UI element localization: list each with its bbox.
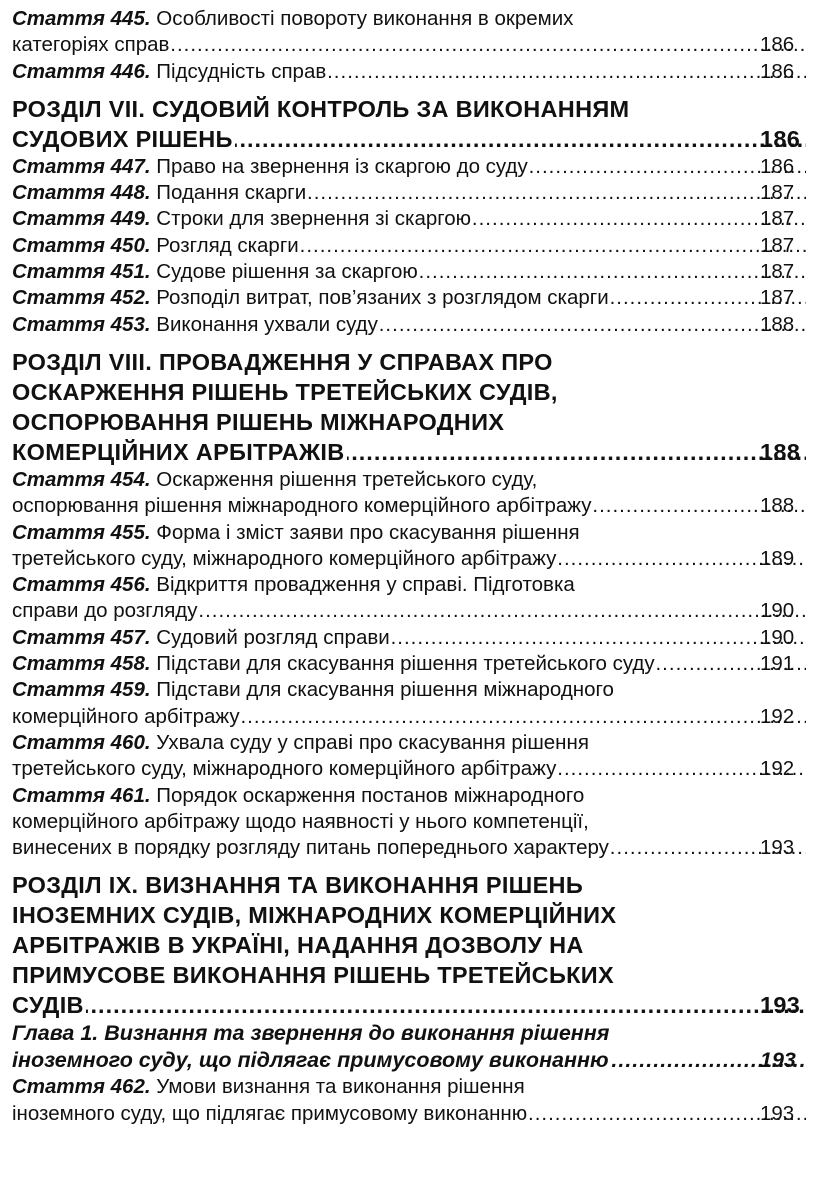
entry-title-line: комерційного арбітражу щодо наявності у нього компетенції,: [12, 809, 589, 833]
entry-title-line: Умови визнання та виконання рішення: [156, 1075, 525, 1099]
toc-article-entry: Стаття 458. Підстави для скасування рішення третейського суду ..... 191: [12, 651, 808, 677]
entry-title-line: третейського суду, міжнародного комерційного арбітражу: [12, 546, 557, 570]
toc-article-entry: Стаття 446. Підсудність справ ..... 186: [12, 59, 808, 85]
entry-title-line: комерційного арбітражу: [12, 704, 240, 728]
entry-title-line: Порядок оскарження постанов міжнародного: [156, 783, 585, 807]
dot-leader: [347, 437, 806, 467]
article-number: Стаття 460.: [12, 730, 151, 754]
toc-article-entry: Стаття 456. Відкриття провадження у справі. Підготовка справи до розгляду ..... 190: [12, 572, 808, 625]
entry-title-line: Форма і зміст заяви про скасування рішення: [156, 520, 580, 544]
entry-title-line: КОМЕРЦІЙНИХ АРБІТРАЖІВ: [12, 438, 345, 465]
article-number: Стаття 453.: [12, 312, 151, 336]
article-number: Стаття 454.: [12, 467, 151, 491]
dot-leader: [235, 124, 806, 154]
article-number: Стаття 451.: [12, 260, 151, 284]
table-of-contents: [12, 6, 808, 1127]
dot-leader: [473, 206, 806, 232]
entry-title-line: ПРИМУСОВЕ ВИКОНАННЯ РІШЕНЬ ТРЕТЕЙСЬКИХ: [12, 962, 614, 989]
entry-title-line: Судовий розгляд справи: [156, 625, 390, 649]
article-number: Стаття 455.: [12, 520, 151, 544]
entry-title-line: РОЗДІЛ IX. ВИЗНАННЯ ТА ВИКОНАННЯ РІШЕНЬ: [12, 872, 584, 899]
article-number: Стаття 450.: [12, 233, 151, 257]
entry-title-line: РОЗДІЛ VIII. ПРОВАДЖЕННЯ У СПРАВАХ ПРО: [12, 348, 553, 375]
dot-leader: [200, 598, 806, 624]
entry-title-line: справи до розгляду: [12, 599, 198, 623]
entry-title-line: Підстави для скасування рішення третейського суду: [156, 652, 655, 676]
dot-leader: [328, 59, 806, 85]
toc-article-entry: Стаття 462. Умови визнання та виконання рішення іноземного суду, що підлягає примусовому виконанню ..... 193: [12, 1074, 808, 1127]
entry-title-line: Розгляд скарги: [156, 233, 299, 257]
entry-title-line: ОСКАРЖЕННЯ РІШЕНЬ ТРЕТЕЙСЬКИХ СУДІВ,: [12, 378, 558, 405]
toc-article-entry: Стаття 452. Розподіл витрат, пов’язаних з розглядом скарги ..... 187: [12, 285, 808, 311]
article-number: Стаття 462.: [12, 1075, 151, 1099]
entry-title-line: Підсудність справ: [156, 59, 327, 83]
toc-chapter-heading: Глава 1. Визнання та звернення до виконання рішення іноземного суду, що підлягає примусовому виконанню ..... 193: [12, 1020, 808, 1074]
entry-title-line: винесених в порядку розгляду питань попереднього характеру: [12, 836, 609, 860]
article-number: Стаття 448.: [12, 181, 151, 205]
article-number: Стаття 449.: [12, 207, 151, 231]
toc-article-entry: Стаття 457. Судовий розгляд справи ..... 190: [12, 625, 808, 651]
toc-article-entry: Стаття 459. Підстави для скасування рішення міжнародного комерційного арбітражу ..... 192: [12, 677, 808, 730]
toc-section-heading: РОЗДІЛ VIII. ПРОВАДЖЕННЯ У СПРАВАХ ПРО ОСКАРЖЕННЯ РІШЕНЬ ТРЕТЕЙСЬКИХ СУДІВ, ОСПОРЮВАННЯ РІШЕНЬ МІЖНАРОДНИХ КОМЕРЦІЙНИХ АРБІТРАЖІВ ..... 188: [12, 347, 808, 467]
toc-article-entry: Стаття 460. Ухвала суду у справі про скасування рішення третейського суду, міжнародного комерційного арбітражу ..... 192: [12, 730, 808, 783]
entry-title-line: Подання скарги: [156, 181, 307, 205]
toc-article-entry: Стаття 451. Судове рішення за скаргою ..... 187: [12, 259, 808, 285]
dot-leader: [86, 990, 806, 1020]
dot-leader: [420, 259, 806, 285]
entry-title-line: Підстави для скасування рішення міжнародного: [156, 678, 614, 702]
entry-title-line: Ухвала суду у справі про скасування рішення: [156, 730, 589, 754]
dot-leader: [301, 233, 806, 259]
entry-title-line: Виконання ухвали суду: [156, 312, 378, 336]
entry-title-line: Оскарження рішення третейського суду,: [156, 467, 538, 491]
entry-title-line: ОСПОРЮВАННЯ РІШЕНЬ МІЖНАРОДНИХ: [12, 408, 505, 435]
dot-leader: [242, 704, 806, 730]
entry-title-line: АРБІТРАЖІВ В УКРАЇНІ, НАДАННЯ ДОЗВОЛУ НА: [12, 932, 584, 959]
entry-title-line: категоріях справ: [12, 33, 170, 57]
entry-title-line: Судове рішення за скаргою: [156, 260, 418, 284]
entry-title-line: Глава 1. Визнання та звернення до виконання рішення: [12, 1021, 610, 1046]
entry-title-line: Право на звернення із скаргою до суду: [156, 154, 528, 178]
article-number: Стаття 445.: [12, 7, 151, 30]
toc-article-entry: Стаття 450. Розгляд скарги ..... 187: [12, 233, 808, 259]
entry-title-line: третейського суду, міжнародного комерційного арбітражу: [12, 757, 557, 781]
article-number: Стаття 446.: [12, 59, 151, 83]
entry-title-line: Строки для звернення зі скаргою: [156, 207, 472, 231]
entry-title-line: Розподіл витрат, пов’язаних з розглядом скарги: [156, 286, 609, 310]
toc-article-entry: Стаття 455. Форма і зміст заяви про скасування рішення третейського суду, міжнародного комерційного арбітражу ..... 189: [12, 520, 808, 573]
toc-section-heading: РОЗДІЛ VII. СУДОВИЙ КОНТРОЛЬ ЗА ВИКОНАННЯМ СУДОВИХ РІШЕНЬ ..... 186: [12, 94, 808, 154]
entry-title-line: СУДІВ: [12, 992, 84, 1019]
toc-article-entry: Стаття 445. Особливості повороту виконання в окремих категоріях справ ..... 186: [12, 6, 808, 59]
entry-title-line: Відкриття провадження у справі. Підготовка: [156, 573, 575, 597]
entry-title-line: СУДОВИХ РІШЕНЬ: [12, 125, 233, 152]
toc-article-entry: Стаття 461. Порядок оскарження постанов міжнародного комерційного арбітражу щодо наявності у нього компетенції, винесених в порядку розгляду питань попереднього характеру ..... 193: [12, 783, 808, 862]
toc-section-heading: РОЗДІЛ IX. ВИЗНАННЯ ТА ВИКОНАННЯ РІШЕНЬ ІНОЗЕМНИХ СУДІВ, МІЖНАРОДНИХ КОМЕРЦІЙНИХ АРБІТРАЖІВ В УКРАЇНІ, НАДАННЯ ДОЗВОЛУ НА ПРИМУСОВЕ ВИКОНАННЯ РІШЕНЬ ТРЕТЕЙСЬКИХ СУДІВ ..... 193: [12, 870, 808, 1020]
dot-leader: [308, 180, 806, 206]
entry-title-line: іноземного суду, що підлягає примусовому виконанню: [12, 1101, 528, 1125]
dot-leader: [392, 625, 806, 651]
entry-title-line: оспорювання рішення міжнародного комерційного арбітражу: [12, 494, 592, 518]
article-number: Стаття 447.: [12, 154, 151, 178]
entry-title-line: іноземного суду, що підлягає примусовому виконанню: [12, 1048, 609, 1073]
toc-article-entry: Стаття 454. Оскарження рішення третейського суду, оспорювання рішення міжнародного комерційного арбітражу ..... 188: [12, 467, 808, 520]
article-number: Стаття 457.: [12, 625, 151, 649]
dot-leader: [171, 32, 806, 58]
toc-article-entry: Стаття 448. Подання скарги ..... 187: [12, 180, 808, 206]
dot-leader: [380, 312, 806, 338]
article-number: Стаття 459.: [12, 678, 151, 702]
article-number: Стаття 458.: [12, 652, 151, 676]
toc-article-entry: Стаття 453. Виконання ухвали суду ..... 188: [12, 312, 808, 338]
article-number: Стаття 461.: [12, 783, 151, 807]
article-number: Стаття 456.: [12, 573, 151, 597]
toc-article-entry: Стаття 449. Строки для звернення зі скаргою ..... 187: [12, 206, 808, 232]
toc-article-entry: Стаття 447. Право на звернення із скаргою до суду ..... 186: [12, 154, 808, 180]
entry-title-line: ІНОЗЕМНИХ СУДІВ, МІЖНАРОДНИХ КОМЕРЦІЙНИХ: [12, 902, 617, 929]
entry-title-line: РОЗДІЛ VII. СУДОВИЙ КОНТРОЛЬ ЗА ВИКОНАННЯМ: [12, 95, 630, 122]
entry-title-line: Особливості повороту виконання в окремих: [156, 7, 574, 30]
article-number: Стаття 452.: [12, 286, 151, 310]
